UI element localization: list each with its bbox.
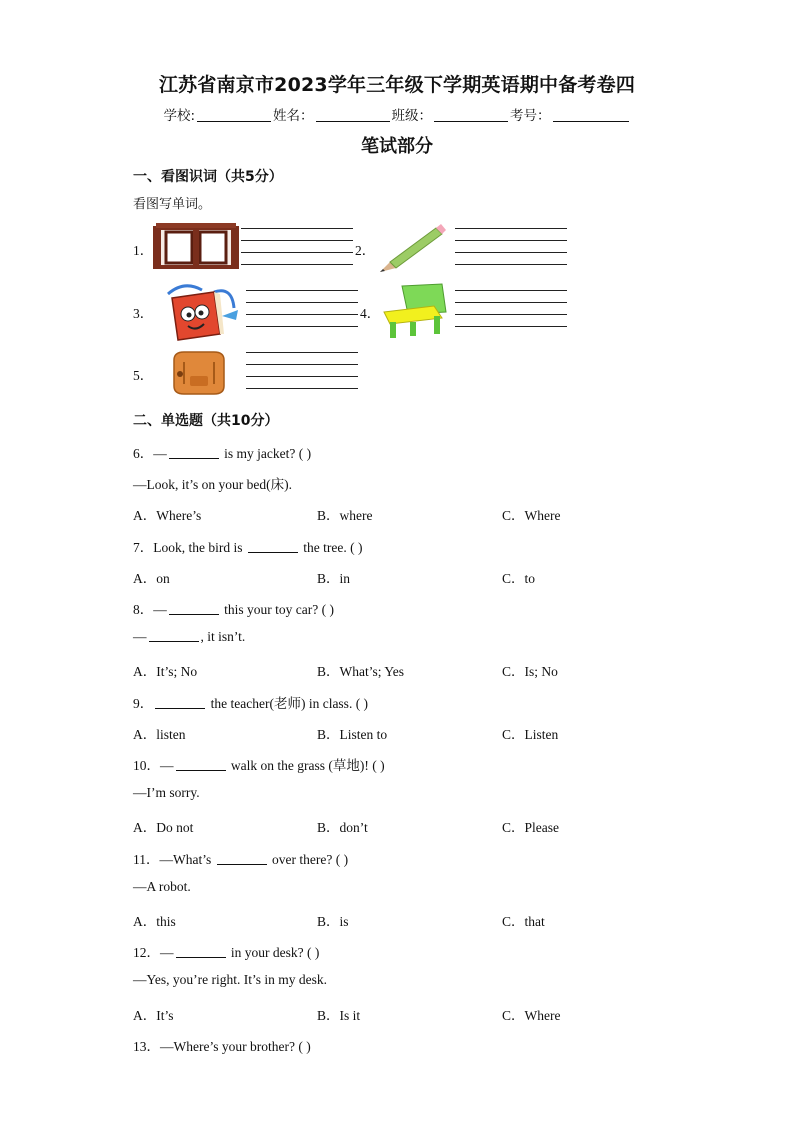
question-10-reply: —I’m sorry.	[133, 785, 200, 800]
question-7: 7．Look, the bird is the tree. ( )	[133, 540, 363, 555]
question-13: 13．—Where’s your brother? ( )	[133, 1039, 311, 1054]
item-number: 4．	[360, 306, 381, 321]
id-field[interactable]	[553, 121, 629, 122]
id-label: 考号：	[510, 108, 551, 124]
book-icon	[158, 280, 240, 342]
option-b[interactable]: B．Listen to	[317, 727, 388, 742]
answer-blank[interactable]	[176, 957, 226, 958]
section1-instruction: 看图写单词。	[133, 197, 212, 212]
student-info-row	[0, 104, 794, 124]
option-c[interactable]: C．Listen	[502, 727, 559, 742]
option-a[interactable]: A．this	[133, 914, 176, 929]
answer-blank[interactable]	[169, 458, 219, 459]
option-a[interactable]: A．listen	[133, 727, 186, 742]
option-b[interactable]: B．Is it	[317, 1008, 361, 1023]
question-10: 10．— walk on the grass (草地)! ( )	[133, 758, 385, 773]
option-a[interactable]: A．Where’s	[133, 508, 202, 523]
question-11-reply: —A robot.	[133, 879, 191, 894]
class-label: 班级：	[391, 108, 433, 124]
written-part-title: 笔试部分	[361, 136, 433, 157]
option-b[interactable]: B．is	[317, 914, 349, 929]
option-c[interactable]: C．Is; No	[502, 664, 558, 679]
school-label: 学校:	[163, 108, 196, 124]
question-8: 8．— this your toy car? ( )	[133, 602, 334, 617]
answer-blank[interactable]	[155, 708, 205, 709]
option-b[interactable]: B．in	[317, 571, 351, 586]
option-a[interactable]: A．It’s	[133, 1008, 174, 1023]
answer-blank[interactable]	[169, 614, 219, 615]
name-label: 姓名：	[273, 108, 314, 124]
answer-blank[interactable]	[149, 641, 199, 642]
item-number: 5．	[133, 368, 154, 383]
exam-title: 江苏省南京市2023学年三年级下学期英语期中备考卷四	[158, 74, 636, 96]
pencil-icon	[378, 222, 448, 274]
option-c[interactable]: C．Where	[502, 508, 561, 523]
school-field[interactable]	[197, 121, 271, 122]
option-c[interactable]: C．that	[502, 914, 545, 929]
option-b[interactable]: B．where	[317, 508, 373, 523]
question-6: 6．— is my jacket? ( )	[133, 446, 312, 461]
name-field[interactable]	[316, 121, 390, 122]
question-9: 9． the teacher(老师) in class. ( )	[133, 696, 369, 711]
item-number: 1．	[133, 243, 154, 258]
chair-icon	[380, 282, 450, 340]
option-c[interactable]: C．to	[502, 571, 536, 586]
item-number: 2．	[355, 243, 376, 258]
question-8-reply: — , it isn’t.	[133, 629, 246, 644]
question-6-reply: —Look, it’s on your bed(床).	[133, 477, 292, 492]
question-11: 11．—What’s over there? ( )	[133, 852, 349, 867]
option-a[interactable]: A．Do not	[133, 820, 194, 835]
option-b[interactable]: B．What’s; Yes	[317, 664, 405, 679]
item-number: 3．	[133, 306, 154, 321]
bag-icon	[170, 350, 228, 396]
section2-heading: 二、单选题（共10分）	[133, 413, 279, 429]
option-a[interactable]: A．It’s; No	[133, 664, 198, 679]
option-a[interactable]: A．on	[133, 571, 170, 586]
question-12-reply: —Yes, you’re right. It’s in my desk.	[133, 972, 327, 987]
question-12: 12．— in your desk? ( )	[133, 945, 320, 960]
answer-blank[interactable]	[176, 770, 226, 771]
option-b[interactable]: B．don’t	[317, 820, 368, 835]
answer-blank[interactable]	[248, 552, 298, 553]
answer-blank[interactable]	[217, 864, 267, 865]
option-c[interactable]: C．Please	[502, 820, 559, 835]
window-icon	[153, 223, 239, 271]
section1-heading: 一、看图识词（共5分）	[133, 169, 283, 185]
class-field[interactable]	[434, 121, 508, 122]
option-c[interactable]: C．Where	[502, 1008, 561, 1023]
